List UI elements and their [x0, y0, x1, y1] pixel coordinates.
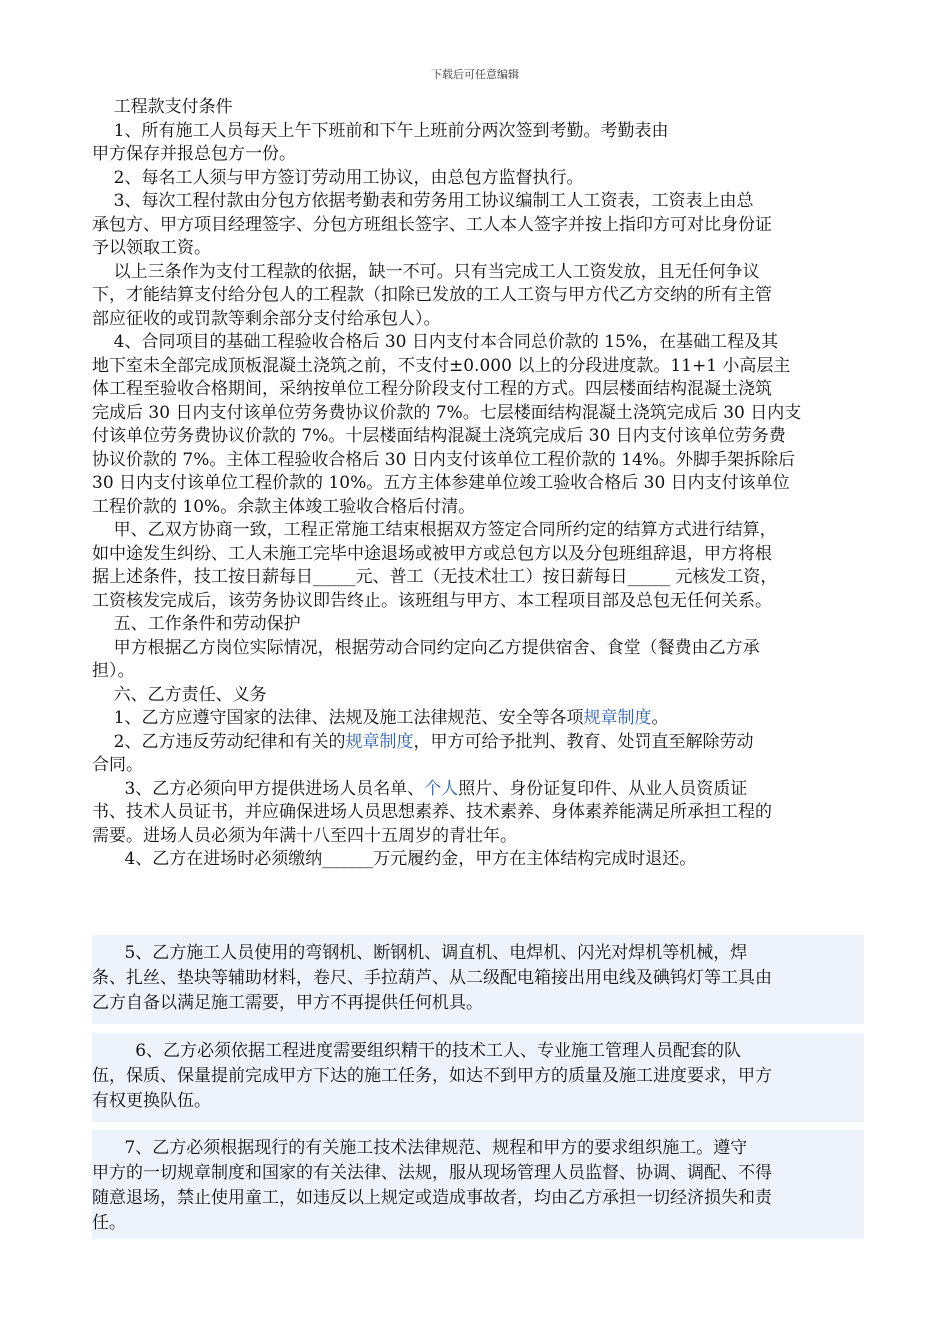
- clause-block-6: [92, 1033, 864, 1122]
- line-text: 地下室未全部完成顶板混凝土浇筑之前，不支付±0.000 以上的分段进度款。11+1 小高层主: [92, 355, 791, 376]
- block-line: 伍，保质、保量提前完成甲方下达的施工任务，如达不到甲方的质量及施工进度要求，甲方: [92, 1066, 772, 1086]
- text-line: [92, 684, 864, 708]
- text-line: [92, 402, 864, 426]
- line-text: 合同。: [92, 755, 143, 775]
- text-line: [92, 261, 864, 285]
- text-line: [92, 754, 864, 778]
- line-text: 部应征收的或罚款等剩余部分支付给承包人）。: [92, 308, 441, 329]
- text-line: [92, 660, 864, 684]
- line-text: 甲方保存并报总包方一份。: [92, 144, 296, 164]
- clause-block-7: [92, 1130, 864, 1239]
- block-line: 7、乙方必须根据现行的有关施工技术法律规范、规程和甲方的要求组织施工。遵守: [92, 1138, 748, 1158]
- line-text: 4、乙方在进场时必须缴纳______万元履约金，甲方在主体结构完成时退还。: [92, 849, 697, 869]
- text-line: [92, 801, 864, 825]
- text-line: [92, 143, 864, 167]
- line-text: 六、乙方责任、义务: [92, 684, 267, 705]
- block-line: 6、乙方必须依据工程进度需要组织精干的技术工人、专业施工管理人员配套的队: [92, 1041, 742, 1061]
- text-line: [92, 120, 864, 144]
- line-text-after: ，甲方可给予批判、教育、处罚直至解除劳动: [413, 731, 754, 752]
- line-text: 完成后 30 日内支付该单位劳务费协议价款的 7%。七层楼面结构混凝土浇筑完成后 30 日内支: [92, 402, 802, 423]
- line-text: 担）。: [92, 661, 135, 681]
- line-text: 1、乙方应遵守国家的法律、法规及施工法律规范、安全等各项: [92, 708, 584, 728]
- text-line: [92, 637, 864, 661]
- line-text: 4、合同项目的基础工程验收合格后 30 日内支付本合同总价款的 15%，在基础工程及其: [92, 332, 779, 352]
- text-line: [92, 237, 864, 261]
- text-line: [92, 707, 864, 731]
- text-line: [92, 543, 864, 567]
- line-text: 据上述条件，技工按日薪每日_____元、普工（无技术壮工）按日薪每日_____ 元核发工资，: [92, 567, 778, 587]
- line-text: 2、乙方违反劳动纪律和有关的: [92, 731, 346, 752]
- line-text: 工程款支付条件: [92, 97, 233, 117]
- block-line: 条、扎丝、垫块等辅助材料，卷尺、手拉葫芦、从二级配电箱接出用电线及碘钨灯等工具由: [92, 968, 772, 988]
- line-text: 如中途发生纠纷、工人未施工完毕中途退场或被甲方或总包方以及分包班组辞退，甲方将根: [92, 543, 772, 564]
- text-line: [92, 167, 864, 191]
- text-line: [92, 848, 864, 872]
- line-text: 甲、乙双方协商一致，工程正常施工结束根据双方签定合同所约定的结算方式进行结算，: [92, 520, 777, 540]
- line-text: 3、每次工程付款由分包方依据考勤表和劳务用工协议编制工人工资表，工资表上由总: [92, 191, 754, 211]
- line-text: 予以领取工资。: [92, 238, 211, 258]
- line-text: 工程价款的 10%。余款主体竣工验收合格后付清。: [92, 496, 476, 517]
- text-line: [92, 214, 864, 238]
- line-text: 承包方、甲方项目经理签字、分包方班组长签字、工人本人签字并按上指印方可对比身份证: [92, 214, 772, 235]
- text-line: [92, 331, 864, 355]
- line-text: 五、工作条件和劳动保护: [92, 614, 301, 634]
- text-line: [92, 731, 864, 755]
- text-line: [92, 590, 864, 614]
- text-line: [92, 355, 864, 379]
- line-text: 1、所有施工人员每天上午下班前和下午上班前分两次签到考勤。考勤表由: [92, 120, 669, 141]
- text-line: [92, 472, 864, 496]
- line-text: 30 日内支付该单位工程价款的 10%。五方主体参建单位竣工验收合格后 30 日内支付该单位: [92, 473, 790, 493]
- text-line: [92, 566, 864, 590]
- line-text: 以上三条作为支付工程款的依据，缺一不可。只有当完成工人工资发放，且无任何争议: [92, 261, 760, 282]
- line-text: 甲方根据乙方岗位实际情况，根据劳动合同约定向乙方提供宿舍、食堂（餐费由乙方承: [92, 637, 760, 658]
- text-line: [92, 613, 864, 637]
- line-text: 书、技术人员证书，并应确保进场人员思想素养、技术素养、身体素养能满足所承担工程的: [92, 802, 772, 822]
- inline-link[interactable]: 规章制度: [345, 731, 414, 752]
- block-line: 5、乙方施工人员使用的弯钢机、断钢机、调直机、电焊机、闪光对焊机等机械，焊: [92, 943, 748, 963]
- line-text-after: 照片、身份证复印件、从业人员资质证: [458, 778, 748, 799]
- line-text: 下，才能结算支付给分包人的工程款（扣除已发放的工人工资与甲方代乙方交纳的所有主管: [92, 285, 772, 305]
- block-line: 随意退场，禁止使用童工，如违反以上规定或造成事故者，均由乙方承担一切经济损失和责: [92, 1188, 772, 1208]
- text-line: [92, 449, 864, 473]
- text-line: [92, 378, 864, 402]
- block-line: 甲方的一切规章制度和国家的有关法律、法规，服从现场管理人员监督、协调、调配、不得: [92, 1163, 772, 1183]
- clause-block-5: [92, 935, 864, 1024]
- text-line: [92, 778, 864, 802]
- text-line: [92, 519, 864, 543]
- text-line: [92, 190, 864, 214]
- line-text: 需要。进场人员必须为年满十八至四十五周岁的青壮年。: [92, 825, 517, 846]
- inline-link[interactable]: 个人: [424, 778, 459, 799]
- text-line: [92, 96, 864, 120]
- line-text: 工资核发完成后，该劳务协议即告终止。该班组与甲方、本工程项目部及总包无任何关系。: [92, 590, 772, 611]
- line-text: 2、每名工人须与甲方签订劳动用工协议，由总包方监督执行。: [92, 167, 584, 188]
- line-text-after: 。: [651, 708, 669, 728]
- line-text: 3、乙方必须向甲方提供进场人员名单、: [92, 778, 425, 799]
- page-header: 下载后可任意编辑: [431, 68, 519, 81]
- block-line: 任。: [92, 1213, 126, 1233]
- inline-link[interactable]: 规章制度: [583, 708, 652, 728]
- document-body: [92, 96, 864, 872]
- text-line: [92, 825, 864, 849]
- text-line: [92, 496, 864, 520]
- line-text: 体工程至验收合格期间，采纳按单位工程分阶段支付工程的方式。四层楼面结构混凝土浇筑: [92, 379, 772, 399]
- line-text: 协议价款的 7%。主体工程验收合格后 30 日内支付该单位工程价款的 14%。外脚手架拆除后: [92, 449, 795, 470]
- line-text: 付该单位劳务费协议价款的 7%。十层楼面结构混凝土浇筑完成后 30 日内支付该单位劳务费: [92, 426, 786, 446]
- block-line: 乙方自备以满足施工需要，甲方不再提供任何机具。: [92, 993, 483, 1013]
- text-line: [92, 425, 864, 449]
- block-line: 有权更换队伍。: [92, 1091, 211, 1111]
- text-line: [92, 308, 864, 332]
- text-line: [92, 284, 864, 308]
